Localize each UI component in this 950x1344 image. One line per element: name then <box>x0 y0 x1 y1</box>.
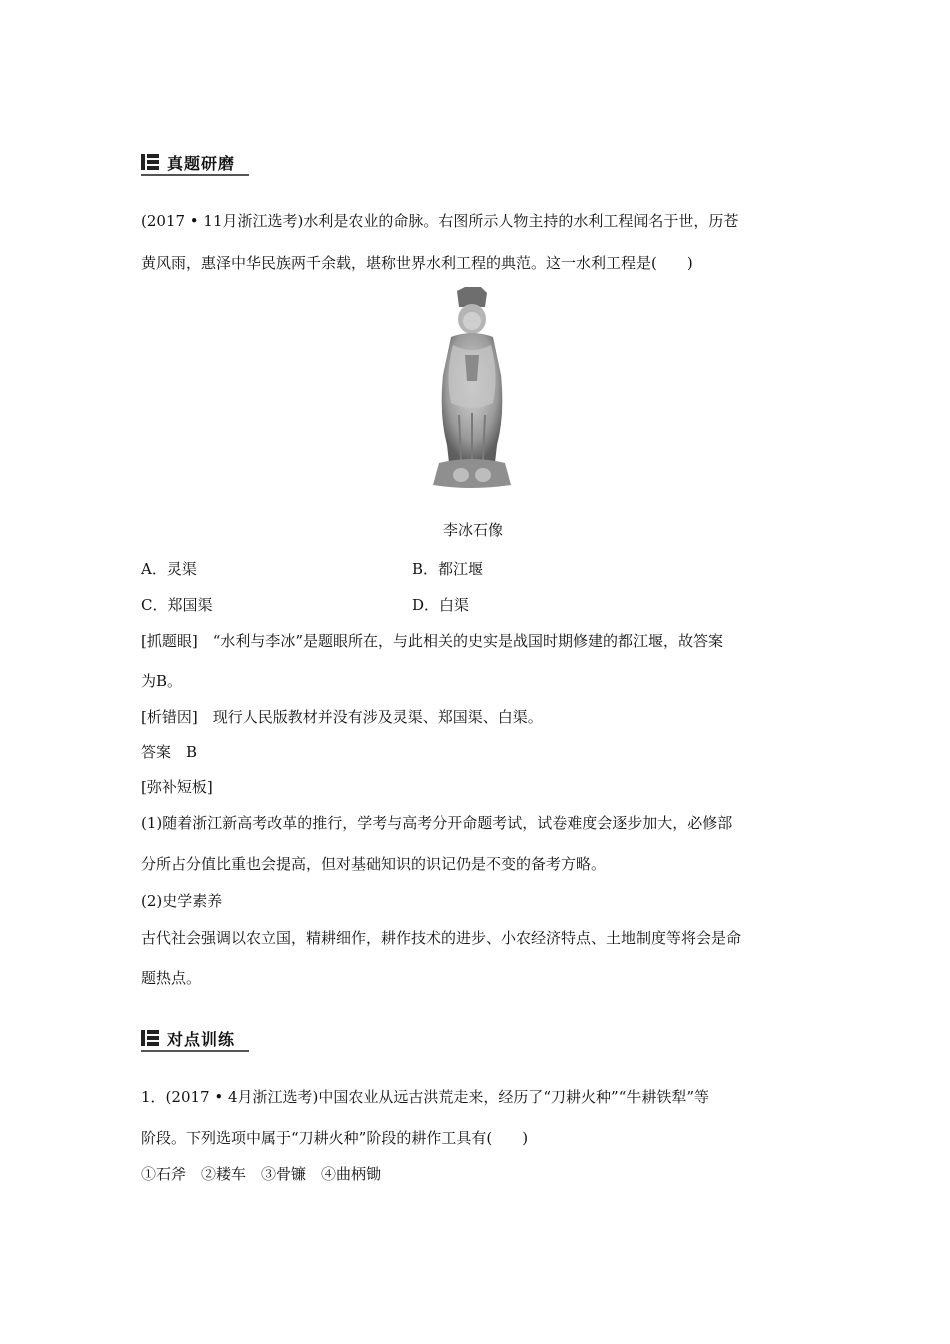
answer-text: 答案 B <box>141 743 198 761</box>
section-list-icon <box>141 154 159 170</box>
section-list-icon <box>141 1030 159 1046</box>
option-a[interactable]: A．灵渠 <box>141 560 197 578</box>
zhua-ti-yan-line-2: 为B。 <box>141 672 183 690</box>
point-1-line-2: 分所占分值比重也会提高，但对基础知识的识记仍是不变的备考方略。 <box>141 855 607 873</box>
li-bing-statue-image <box>425 285 520 490</box>
exercise-1-line-2: 阶段。下列选项中属于“刀耕火种”阶段的耕作工具有( ) <box>141 1129 529 1147</box>
section-underline <box>141 1050 249 1052</box>
exercise-1-line-1: 1．(2017 • 4月浙江选考)中国农业从远古洪荒走来，经历了“刀耕火种”“牛耕铁犁”等 <box>141 1088 710 1106</box>
option-c[interactable]: C．郑国渠 <box>141 596 213 614</box>
section-title: 对点训练 <box>167 1030 236 1049</box>
zhua-ti-yan-line-1: [抓题眼] “水利与李冰”是题眼所在，与此相关的史实是战国时期修建的都江堰，故答案 <box>141 632 724 650</box>
section-underline <box>141 174 249 176</box>
xi-cuo-yin: [析错因] 现行人民版教材并没有涉及灵渠、郑国渠、白渠。 <box>141 708 543 726</box>
point-2-line-1: 古代社会强调以农立国，精耕细作，耕作技术的进步、小农经济特点、土地制度等将会是命 <box>141 929 742 947</box>
section-title: 真题研磨 <box>167 154 236 173</box>
section-header-zhenti <box>141 150 249 174</box>
question-line-1: (2017 • 11月浙江选考)水利是农业的命脉。右图所示人物主持的水利工程闻名于世，历苍 <box>141 212 739 230</box>
section-header-duidian <box>141 1026 249 1050</box>
point-2-line-2: 题热点。 <box>141 969 202 987</box>
point-2-title: (2)史学素养 <box>141 892 223 910</box>
question-line-2: 黄风雨，惠泽中华民族两千余载，堪称世界水利工程的典范。这一水利工程是( ) <box>141 254 693 272</box>
option-b[interactable]: B．都江堰 <box>412 560 484 578</box>
image-caption: 李冰石像 <box>443 521 504 539</box>
mi-bu-duan-ban-title: [弥补短板] <box>141 778 213 796</box>
option-d[interactable]: D．白渠 <box>412 596 470 614</box>
exercise-1-choices: ①石斧 ②耧车 ③骨镰 ④曲柄锄 <box>141 1165 382 1183</box>
point-1-line-1: (1)随着浙江新高考改革的推行，学考与高考分开命题考试，试卷难度会逐步加大，必修部 <box>141 814 733 832</box>
